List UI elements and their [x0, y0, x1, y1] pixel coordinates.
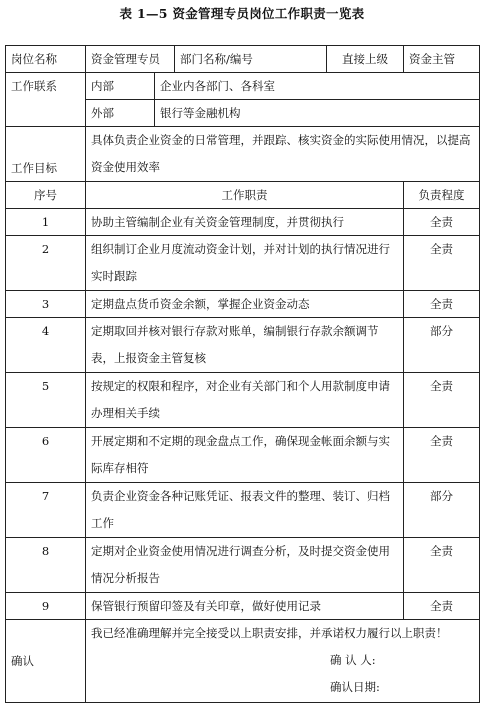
duty-no: 3 — [6, 291, 86, 318]
duty-level: 全责 — [404, 428, 480, 483]
table-row — [6, 428, 480, 483]
duty-level: 部分 — [404, 483, 480, 538]
duty-text: 协助主管编制企业有关资金管理制度，并贯彻执行 — [86, 209, 404, 236]
table-row — [6, 318, 480, 373]
col-level-header: 负责程度 — [404, 182, 480, 209]
internal-label: 内部 — [86, 73, 155, 100]
duty-level: 全责 — [404, 373, 480, 428]
duty-level: 全责 — [404, 209, 480, 236]
internal-value: 企业内各部门、各科室 — [155, 73, 480, 100]
confirm-statement: 我已经准确理解并完全接受以上职责安排，并承诺权力履行以上职责！ — [91, 626, 448, 640]
duty-level: 部分 — [404, 318, 480, 373]
duty-table — [5, 45, 480, 703]
position-value: 资金管理专员 — [86, 46, 175, 73]
duty-no: 7 — [6, 483, 86, 538]
duty-no: 1 — [6, 209, 86, 236]
duty-level: 全责 — [404, 538, 480, 593]
confirm-date-label: 确认日期: — [330, 680, 380, 694]
goal-text: 具体负责企业资金的日常管理，并跟踪、核实资金的实际使用情况，以提高资金使用效率 — [86, 127, 480, 182]
external-label: 外部 — [86, 100, 155, 127]
duty-no: 8 — [6, 538, 86, 593]
goal-label: 工作目标 — [6, 127, 86, 182]
page-title: 表 1—5 资金管理专员岗位工作职责一览表 — [119, 6, 365, 21]
table-row — [6, 291, 480, 318]
confirm-row — [6, 620, 480, 703]
superior-value: 资金主管 — [404, 46, 480, 73]
contacts-internal-row — [6, 73, 480, 100]
table-row — [6, 209, 480, 236]
col-duty-header: 工作职责 — [86, 182, 404, 209]
confirm-cell — [86, 620, 480, 703]
header-row — [6, 46, 480, 73]
duty-text: 组织制订企业月度流动资金计划，并对计划的执行情况进行实时跟踪 — [86, 236, 404, 291]
superior-label: 直接上级 — [327, 46, 404, 73]
duty-no: 9 — [6, 593, 86, 620]
duty-text: 按规定的权限和程序，对企业有关部门和个人用款制度申请办理相关手续 — [86, 373, 404, 428]
table-row — [6, 373, 480, 428]
col-no-header: 序号 — [6, 182, 86, 209]
table-row — [6, 483, 480, 538]
duty-text: 保管银行预留印签及有关印章，做好使用记录 — [86, 593, 404, 620]
goal-row — [6, 127, 480, 182]
duty-text: 定期盘点货币资金余额，掌握企业资金动态 — [86, 291, 404, 318]
duty-no: 4 — [6, 318, 86, 373]
duty-level: 全责 — [404, 236, 480, 291]
duty-text: 开展定期和不定期的现金盘点工作，确保现金帐面余额与实际库存相符 — [86, 428, 404, 483]
column-header-row — [6, 182, 480, 209]
confirm-label: 确认 — [6, 620, 86, 703]
table-row — [6, 593, 480, 620]
duty-text: 负责企业资金各种记账凭证、报表文件的整理、装订、归档工作 — [86, 483, 404, 538]
confirm-person-label: 确 认 人: — [330, 653, 376, 667]
table-row — [6, 538, 480, 593]
dept-label: 部门名称/编号 — [175, 46, 327, 73]
duty-text: 定期对企业资金使用情况进行调查分析，及时提交资金使用情况分析报告 — [86, 538, 404, 593]
duty-no: 5 — [6, 373, 86, 428]
duty-no: 2 — [6, 236, 86, 291]
duty-text: 定期取回并核对银行存款对账单，编制银行存款余额调节表，上报资金主管复核 — [86, 318, 404, 373]
external-value: 银行等金融机构 — [155, 100, 480, 127]
duty-level: 全责 — [404, 593, 480, 620]
table-row — [6, 236, 480, 291]
position-label: 岗位名称 — [6, 46, 86, 73]
contacts-label: 工作联系 — [6, 73, 86, 127]
duty-no: 6 — [6, 428, 86, 483]
duty-level: 全责 — [404, 291, 480, 318]
